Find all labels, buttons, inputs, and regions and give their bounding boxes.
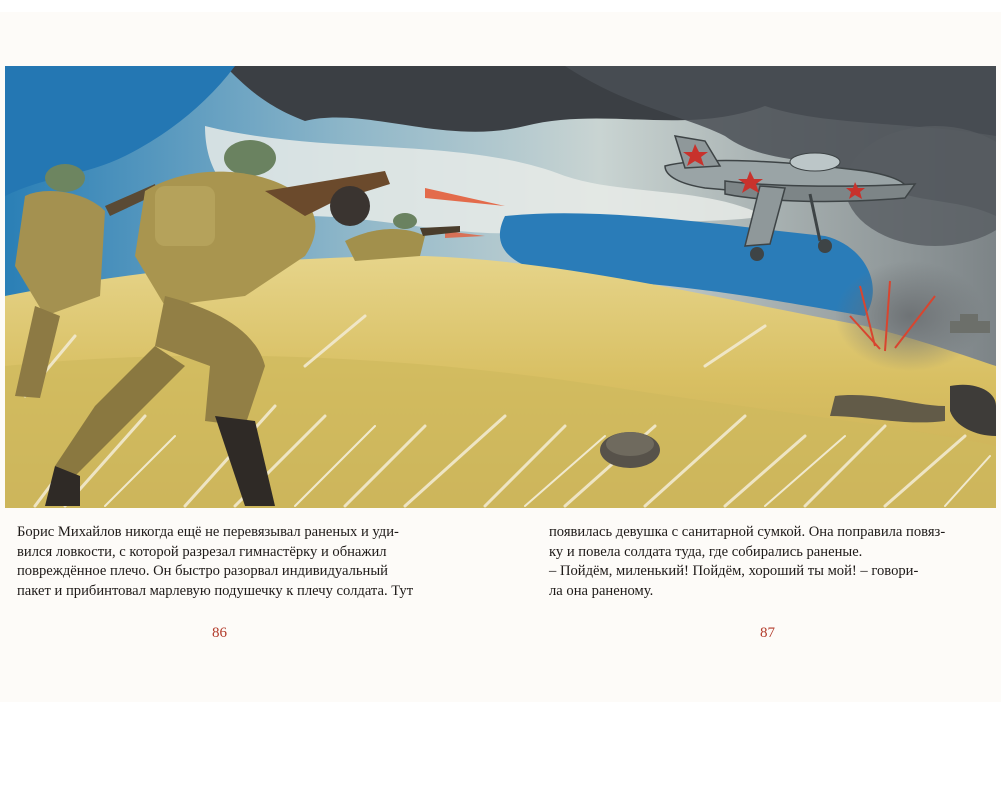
war-battle-illustration bbox=[5, 66, 996, 508]
text-line: пакет и прибинтовал марлевую подушечку к плечу солдата. Тут bbox=[17, 582, 414, 599]
text-line: Борис Михайлов никогда ещё не перевязывал раненых и уди- bbox=[17, 524, 399, 540]
text-line: ла она раненому. bbox=[549, 582, 654, 599]
page-number-left: 86 bbox=[212, 625, 227, 641]
text-line: ку и повела солдата туда, где собирались раненые. bbox=[549, 543, 863, 560]
left-page-text bbox=[17, 523, 443, 601]
page-number-right: 87 bbox=[760, 625, 775, 641]
text-line: повреждённое плечо. Он быстро разорвал индивидуальный bbox=[17, 563, 388, 579]
right-page-text bbox=[549, 523, 974, 601]
text-line: вился ловкости, с которой разрезал гимнастёрку и обнажил bbox=[17, 543, 387, 560]
text-line: появилась девушка с санитарной сумкой. Она поправила повяз- bbox=[549, 524, 946, 540]
text-line: – Пойдём, миленький! Пойдём, хороший ты мой! – говори- bbox=[549, 563, 919, 579]
